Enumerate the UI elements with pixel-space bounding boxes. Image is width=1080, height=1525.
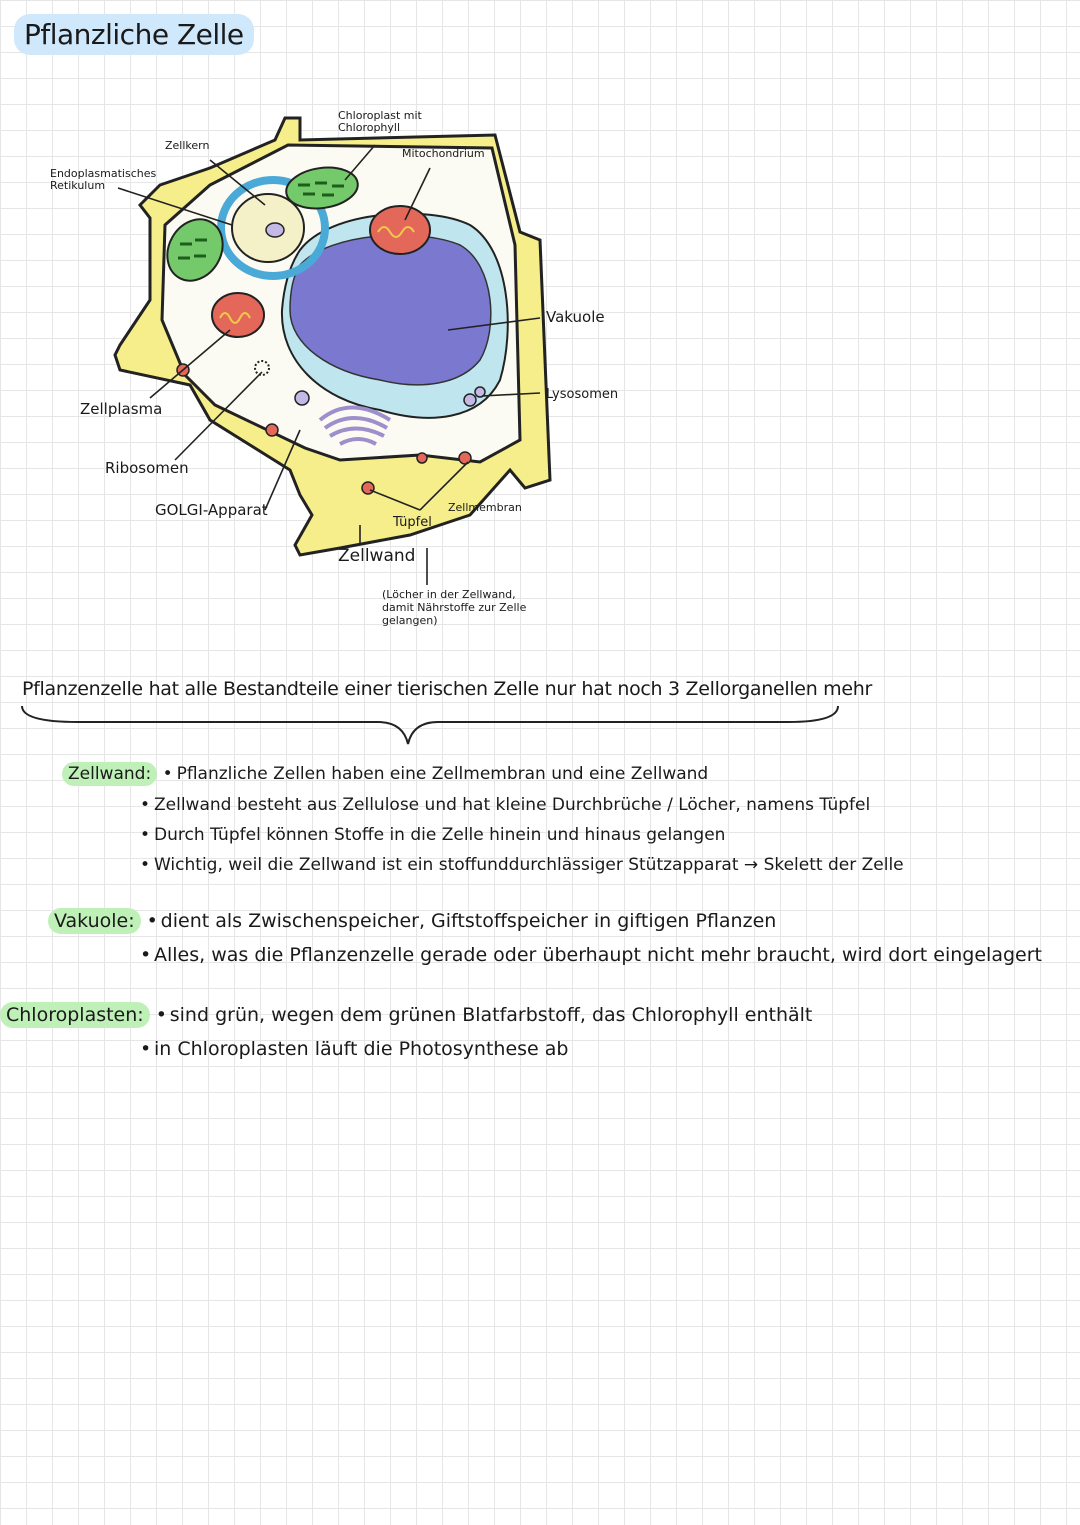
label-ribosomen: Ribosomen	[105, 459, 189, 477]
list-item: • Alles, was die Pflanzenzelle gerade oder überhaupt nicht mehr braucht, wird dort eingelagert	[140, 944, 1042, 966]
zellwand-bullet-3: Durch Tüpfel können Stoffe in die Zelle hinein und hinaus gelangen	[154, 825, 726, 845]
zellwand-bullet-2: Zellwand besteht aus Zellulose und hat kleine Durchbrüche / Löcher, namens Tüpfel	[154, 795, 871, 815]
pit-2	[266, 424, 278, 436]
mitochondrion-left	[212, 293, 264, 337]
list-item: • Zellwand besteht aus Zellulose und hat kleine Durchbrüche / Löcher, namens Tüpfel	[140, 795, 871, 815]
plant-cell-diagram	[0, 0, 1080, 660]
label-golgi: GOLGI-Apparat	[155, 501, 268, 519]
chloroplasten-bullet-1: sind grün, wegen dem grünen Blatfarbstoff, das Chlorophyll enthält	[169, 1004, 813, 1026]
heading-zellwand: Zellwand:	[62, 762, 157, 786]
label-mitochondrium: Mitochondrium	[402, 147, 485, 160]
label-er: Endoplasmatisches Retikulum	[50, 167, 157, 192]
label-zellmembran: Zellmembran	[448, 501, 522, 514]
nucleolus	[266, 223, 284, 237]
label-lysosomen: Lysosomen	[546, 387, 619, 402]
chloroplasten-bullet-2: in Chloroplasten läuft die Photosynthese ab	[154, 1038, 569, 1060]
vakuole-bullet-1: dient als Zwischenspeicher, Giftstoffspeicher in giftigen Pflanzen	[160, 910, 777, 932]
tuepfel-note: (Löcher in der Zellwand, damit Nährstoffe zur Zelle gelangen)	[382, 588, 527, 628]
pit-3	[362, 482, 374, 494]
lysosome-1	[464, 394, 476, 406]
lysosome-3	[295, 391, 309, 405]
curly-brace-icon	[18, 700, 848, 750]
section-chloroplasten: Chloroplasten: • sind grün, wegen dem grünen Blatfarbstoff, das Chlorophyll enthält	[0, 1004, 812, 1026]
section-vakuole: Vakuole: • dient als Zwischenspeicher, Giftstoffspeicher in giftigen Pflanzen	[48, 910, 776, 932]
label-zellplasma: Zellplasma	[80, 400, 163, 418]
label-tuepfel: Tüpfel	[393, 515, 432, 530]
zellwand-bullet-4: Wichtig, weil die Zellwand ist ein stoffunddurchlässiger Stützapparat → Skelett der Zelle	[154, 855, 904, 875]
label-zellkern: Zellkern	[165, 139, 210, 152]
pit-5	[459, 452, 471, 464]
vakuole-bullet-2: Alles, was die Pflanzenzelle gerade oder überhaupt nicht mehr braucht, wird dort eingelagert	[154, 944, 1042, 966]
heading-chloroplasten: Chloroplasten:	[0, 1002, 150, 1028]
label-zellwand: Zellwand	[338, 546, 416, 566]
section-zellwand: Zellwand: • Pflanzliche Zellen haben eine Zellmembran und eine Zellwand	[62, 764, 708, 784]
list-item: • in Chloroplasten läuft die Photosynthese ab	[140, 1038, 569, 1060]
page-title: Pflanzliche Zelle	[14, 14, 254, 55]
pit-4	[417, 453, 427, 463]
label-chloroplast: Chloroplast mit Chlorophyll	[338, 109, 422, 134]
list-item: • Wichtig, weil die Zellwand ist ein stoffunddurchlässiger Stützapparat → Skelett der Zelle	[140, 855, 904, 875]
label-vakuole: Vakuole	[546, 308, 605, 326]
list-item: • Durch Tüpfel können Stoffe in die Zelle hinein und hinaus gelangen	[140, 825, 726, 845]
summary-text: Pflanzenzelle hat alle Bestandteile einer tierischen Zelle nur hat noch 3 Zellorganellen mehr	[22, 678, 873, 700]
zellwand-bullet-1: Pflanzliche Zellen haben eine Zellmembran und eine Zellwand	[176, 764, 709, 784]
heading-vakuole: Vakuole:	[48, 908, 141, 934]
